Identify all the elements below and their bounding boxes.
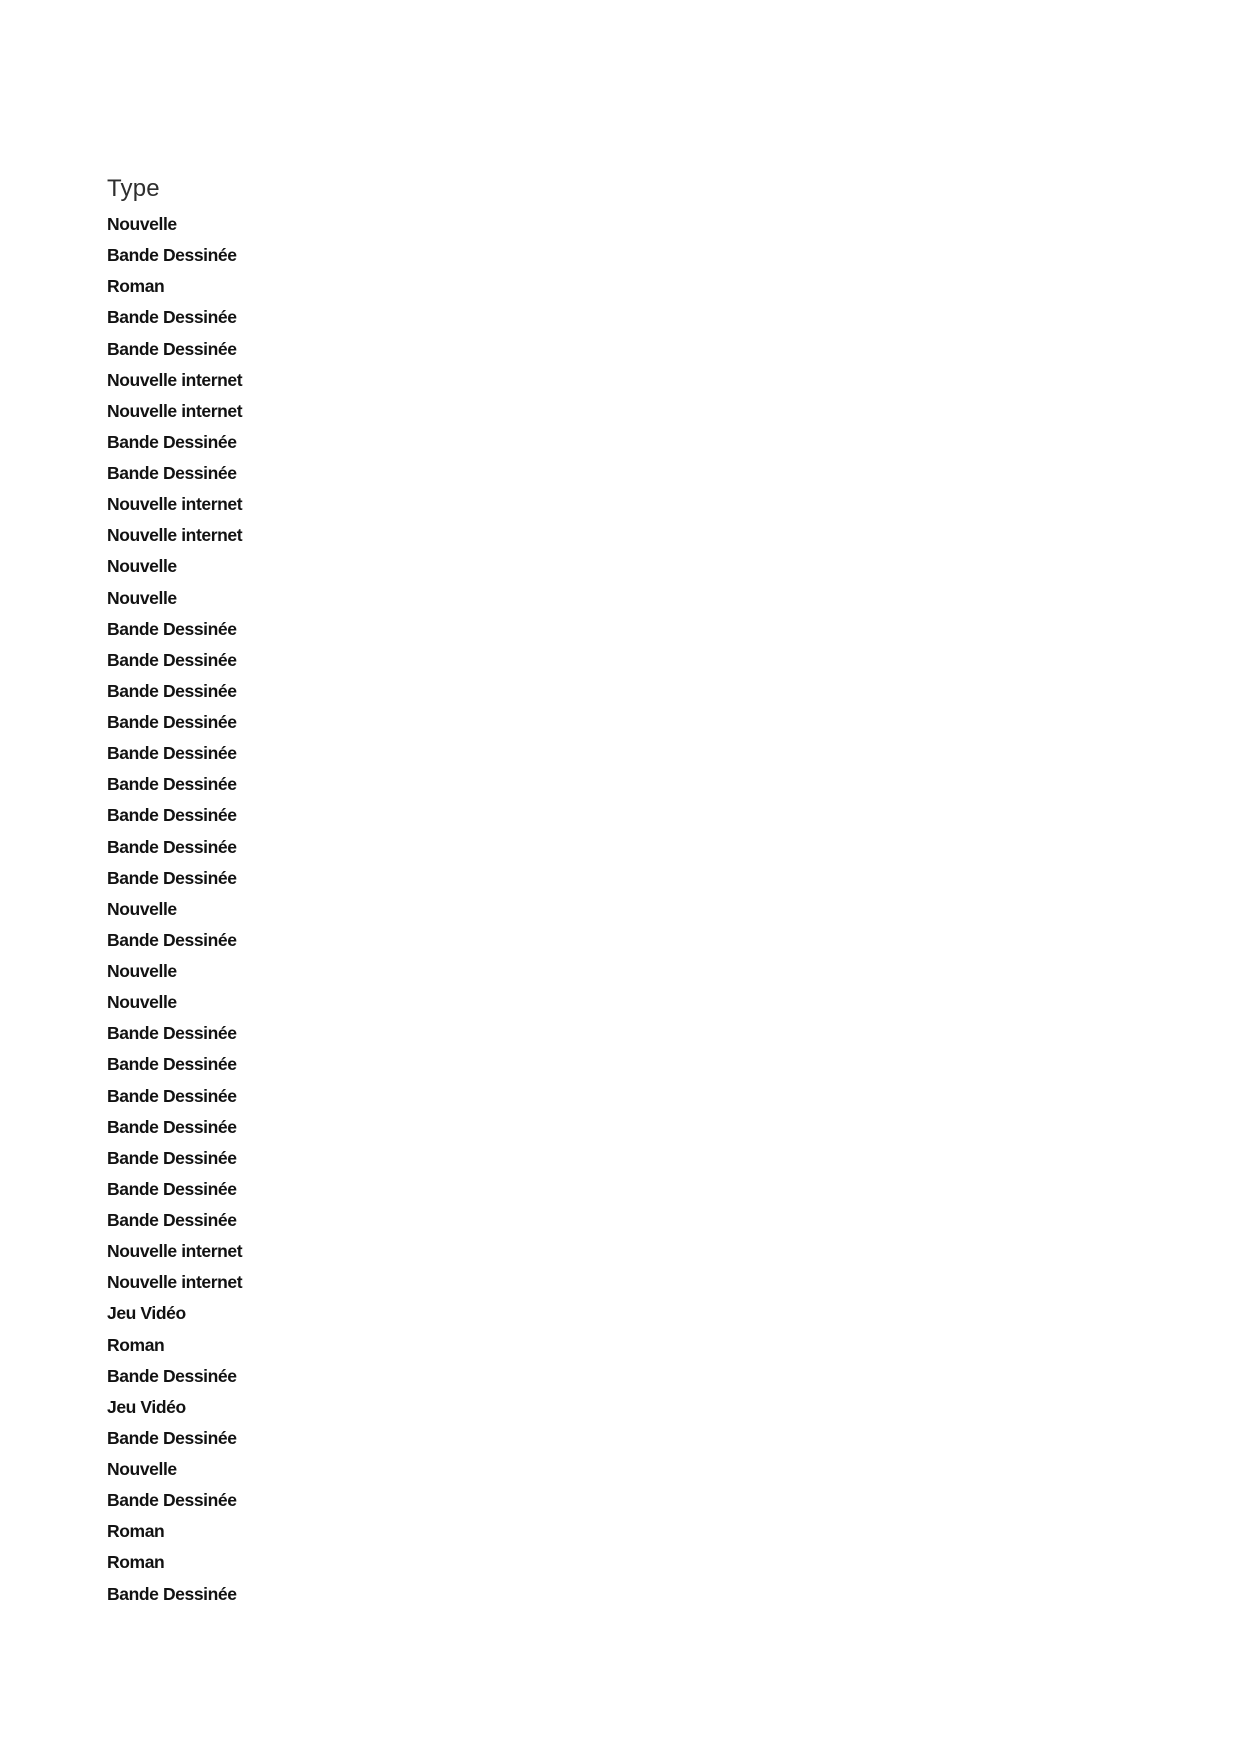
- list-item: Roman: [107, 1334, 165, 1355]
- list-item: Bande Dessinée: [107, 712, 237, 732]
- list-item: Jeu Vidéo: [107, 1303, 186, 1324]
- list-item: Bande Dessinée: [107, 1365, 237, 1386]
- list-item: Bande Dessinée: [107, 1023, 237, 1044]
- list-item: Nouvelle internet: [107, 1241, 243, 1262]
- list-item: Nouvelle: [107, 587, 177, 608]
- list-item: Bande Dessinée: [107, 1147, 237, 1168]
- list-item: Bande Dessinée: [107, 1427, 237, 1448]
- column-header: Type: [107, 175, 160, 202]
- list-item: Bande Dessinée: [107, 1583, 237, 1604]
- list-item: Bande Dessinée: [107, 338, 237, 359]
- list-item: Bande Dessinée: [107, 867, 237, 888]
- list-item: Bande Dessinée: [107, 836, 237, 857]
- row-list: [107, 209, 242, 1610]
- list-item: Nouvelle internet: [107, 1272, 243, 1293]
- list-item: Nouvelle internet: [107, 369, 243, 390]
- list-item: Roman: [107, 276, 165, 297]
- list-item: Bande Dessinée: [107, 463, 237, 483]
- list-item: Nouvelle: [107, 898, 177, 919]
- list-item: Bande Dessinée: [107, 1490, 237, 1511]
- list-item: Nouvelle: [107, 1459, 177, 1479]
- list-item: Roman: [107, 1521, 165, 1542]
- type-column: [107, 176, 242, 1610]
- list-item: Bande Dessinée: [107, 1210, 237, 1230]
- list-item: Bande Dessinée: [107, 307, 237, 328]
- list-item: Nouvelle internet: [107, 400, 243, 421]
- list-item: Bande Dessinée: [107, 774, 237, 795]
- list-item: Bande Dessinée: [107, 680, 237, 701]
- list-item: Roman: [107, 1552, 165, 1573]
- list-item: Nouvelle: [107, 556, 177, 577]
- list-item: Bande Dessinée: [107, 1178, 237, 1199]
- list-item: Bande Dessinée: [107, 805, 237, 826]
- list-item: Bande Dessinée: [107, 1116, 237, 1137]
- list-item: Nouvelle: [107, 214, 177, 234]
- list-item: Bande Dessinée: [107, 431, 237, 452]
- list-item: Nouvelle internet: [107, 525, 243, 546]
- list-item: Nouvelle: [107, 961, 177, 981]
- list-item: Jeu Vidéo: [107, 1396, 186, 1417]
- list-item: Nouvelle internet: [107, 494, 243, 515]
- list-item: Nouvelle: [107, 992, 177, 1013]
- list-item: Bande Dessinée: [107, 649, 237, 670]
- list-item: Bande Dessinée: [107, 929, 237, 950]
- list-item: Bande Dessinée: [107, 743, 237, 764]
- list-item: Bande Dessinée: [107, 618, 237, 639]
- list-item: Bande Dessinée: [107, 245, 237, 266]
- list-item: Bande Dessinée: [107, 1085, 237, 1106]
- list-item: Bande Dessinée: [107, 1054, 237, 1075]
